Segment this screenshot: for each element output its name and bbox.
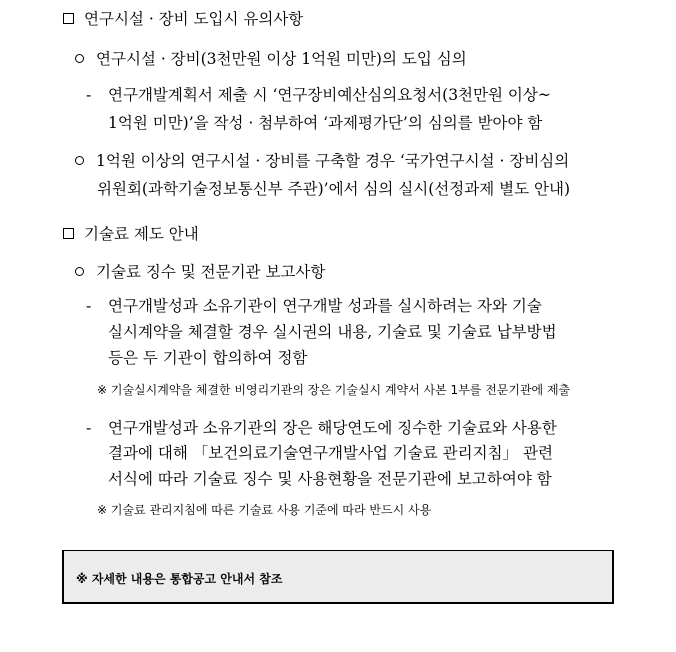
square-bullet-icon (63, 228, 74, 239)
footer-note-text: ※ 자세한 내용은 통합공고 안내서 참조 (76, 572, 283, 586)
section1-heading-text: 연구시설 · 장비 도입시 유의사항 (84, 10, 304, 28)
section1-heading (63, 9, 303, 29)
dash-bullet: - (86, 86, 92, 104)
section2-item1 (75, 262, 325, 282)
section1-item1-sub-text1: 연구개발계획서 제출 시 ‘연구장비예산심의요청서(3천만원 이상~ (108, 86, 551, 104)
section2-note2: ※ 기술료 관리지침에 따른 기술료 사용 기준에 따라 반드시 사용 (97, 503, 432, 517)
section2-item1-text: 기술료 징수 및 전문기관 보고사항 (96, 263, 326, 281)
section2-heading-text: 기술료 제도 안내 (84, 225, 199, 243)
section1-item1-text: 연구시설 · 장비(3천만원 이상 1억원 미만)의 도입 심의 (96, 50, 467, 68)
section2-sub1-line2: 실시계약을 체결할 경우 실시권의 내용, 기술료 및 기술료 납부방법 (108, 323, 557, 341)
section2-sub1-text1: 연구개발성과 소유기관이 연구개발 성과를 실시하려는 자와 기술 (108, 297, 542, 315)
section1-item2-line2: 위원회(과학기술정보통신부 주관)’에서 심의 실시(선정과제 별도 안내) (97, 180, 570, 198)
section2-sub2-line2: 결과에 대해 「보건의료기술연구개발사업 기술료 관리지침」 관련 (108, 444, 553, 462)
section1-item2-line1 (75, 151, 569, 171)
circle-bullet-icon (75, 267, 84, 276)
section1-item2-text1: 1억원 이상의 연구시설 · 장비를 구축할 경우 ‘국가연구시설 · 장비심의 (96, 152, 570, 170)
section2-heading (63, 224, 199, 244)
square-bullet-icon (63, 13, 74, 24)
section2-sub1-line3: 등은 두 기관이 합의하여 정함 (108, 349, 308, 367)
circle-bullet-icon (75, 156, 84, 165)
dash-bullet: - (86, 419, 92, 437)
circle-bullet-icon (75, 54, 84, 63)
section1-item1 (75, 49, 467, 69)
section1-item1-sub-line2: 1억원 미만)’을 작성 · 첨부하여 ‘과제평가단’의 심의를 받아야 함 (108, 114, 543, 132)
section2-sub1-line1 (86, 296, 542, 316)
section2-sub2-line1 (86, 418, 557, 438)
section1-item1-sub-line1 (86, 85, 551, 105)
section2-sub2-line3: 서식에 따라 기술료 징수 및 사용현황을 전문기관에 보고하여야 함 (108, 470, 552, 488)
footer-note-box (62, 550, 614, 604)
dash-bullet: - (86, 297, 92, 315)
section2-sub2-text1: 연구개발성과 소유기관의 장은 해당연도에 징수한 기술료와 사용한 (108, 419, 557, 437)
section2-note1: ※ 기술실시계약을 체결한 비영리기관의 장은 기술실시 계약서 사본 1부를 전문기관에 제출 (97, 383, 571, 397)
